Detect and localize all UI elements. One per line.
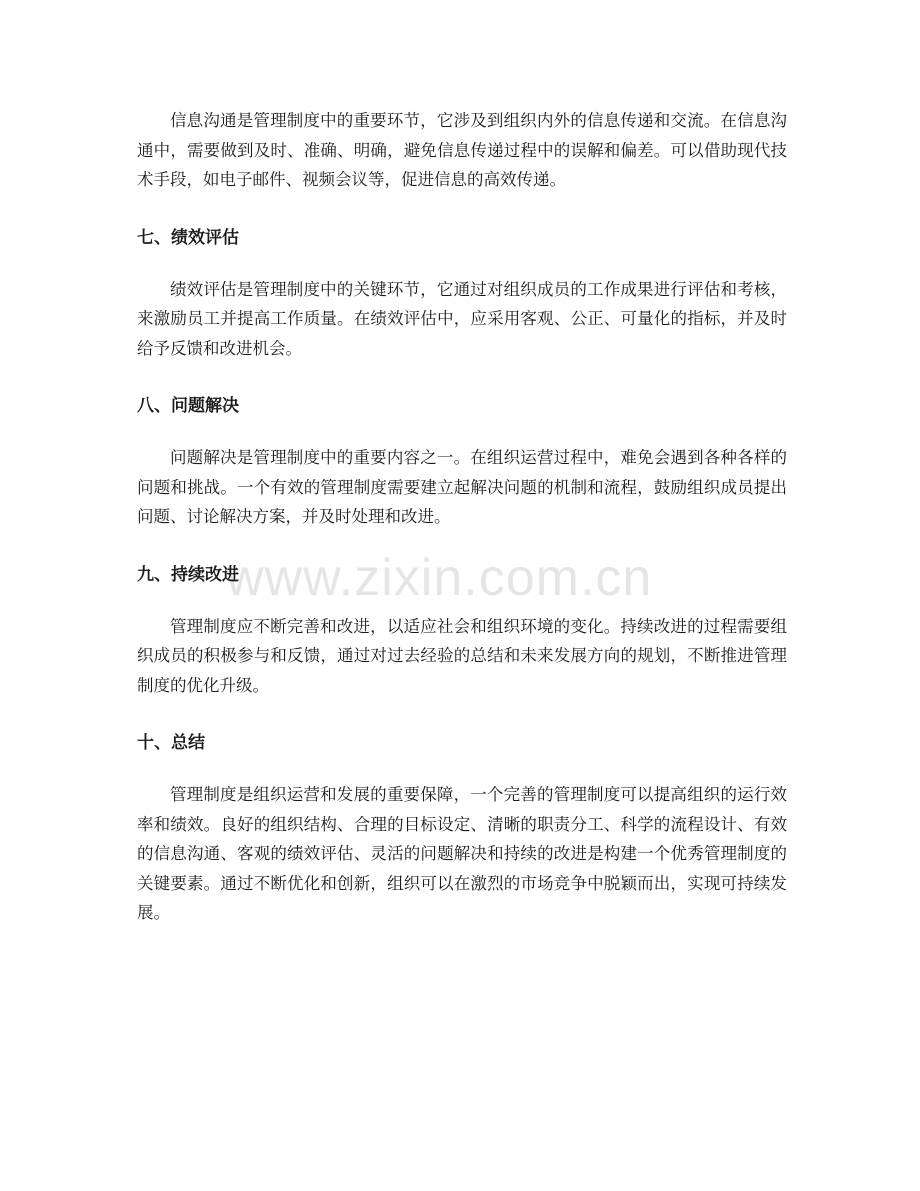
section-heading-summary: 十、总结 [137, 733, 205, 753]
section-heading-performance: 七、绩效评估 [137, 227, 239, 248]
intro-paragraph: 信息沟通是管理制度中的重要环节，它涉及到组织内外的信息传递和交流。在信息沟通中，需要做到及时、准确、明确，避免信息传递过程中的误解和偏差。可以借助现代技术手段，如电子邮件、视频会议等，促进信息的高效传递。 [137, 111, 787, 189]
section-body-summary: 管理制度是组织运营和发展的重要保障，一个完善的管理制度可以提高组织的运行效率和绩效。良好的组织结构、合理的目标设定、清晰的职责分工、科学的流程设计、有效的信息沟通、客观的绩效评估、灵活的问题解决和持续的改进是构建一个优秀管理制度的关键要素。通过不断优化和创新，组织可以在激烈的市场竞争中脱颖而出，实现可持续发展。 [137, 785, 787, 922]
section-body-problem-solving: 问题解决是管理制度中的重要内容之一。在组织运营过程中，难免会遇到各种各样的问题和挑战。一个有效的管理制度需要建立起解决问题的机制和流程，鼓励组织成员提出问题、讨论解决方案，并及时处理和改进。 [137, 448, 787, 526]
section-heading-problem-solving: 八、问题解决 [137, 396, 239, 416]
watermark: www.zixin.com.cn [226, 549, 653, 607]
document-content [137, 106, 787, 928]
section-body-performance: 绩效评估是管理制度中的关键环节，它通过对组织成员的工作成果进行评估和考核，来激励员工并提高工作质量。在绩效评估中，应采用客观、公正、可量化的指标，并及时给予反馈和改进机会。 [137, 279, 787, 358]
section-heading-continuous-improvement: 九、持续改进 [137, 564, 239, 585]
section-body-continuous-improvement: 管理制度应不断完善和改进，以适应社会和组织环境的变化。持续改进的过程需要组织成员的积极参与和反馈，通过对过去经验的总结和未来发展方向的规划，不断推进管理制度的优化升级。 [137, 616, 787, 695]
